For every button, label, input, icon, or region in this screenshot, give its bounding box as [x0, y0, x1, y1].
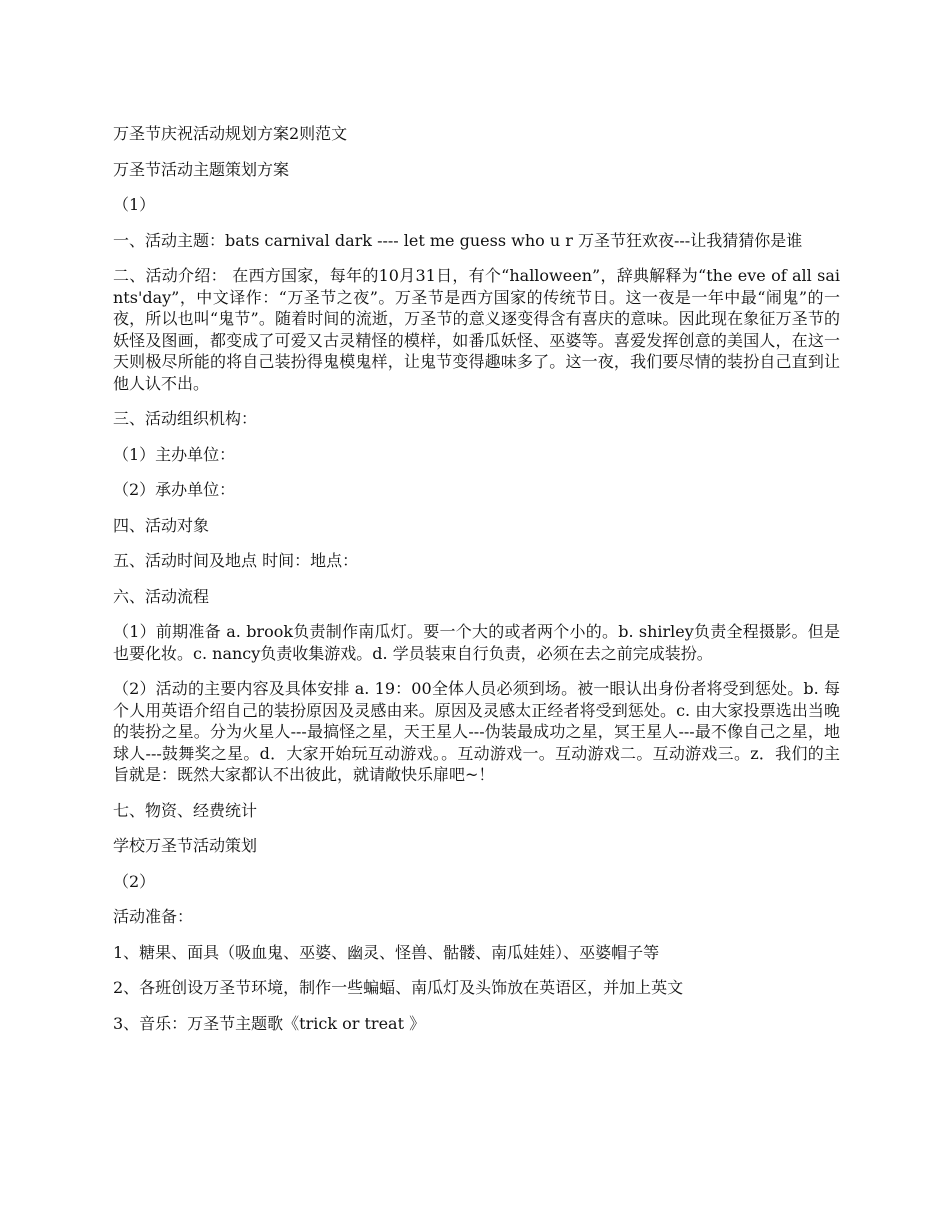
preparation-list-item: 3、音乐：万圣节主题歌《trick or treat 》 [113, 1013, 426, 1033]
document-title: 万圣节庆祝活动规划方案2则范文 [113, 124, 348, 143]
document-page [113, 123, 840, 1048]
activity-process-heading: 六、活动流程 [113, 586, 210, 606]
section-number: （1） [113, 195, 156, 214]
main-content-item: （2）活动的主要内容及具体安排 a. 19：00全体人员必须到场。被一眼认出身份者将受到惩处。b. 每个人用英语介绍自己的装扮原因及灵感由来。原因及灵感太正经者将受到惩处。c. 由大家投票选出当晚的装扮之星。分为火星人---最搞怪之星，天王星人---伪装最成功之星，冥王星人---最不像自己之星，地球人---鼓舞奖之星。d．大家开始玩互动游戏。。互动游戏一。互动游戏二。互动游戏三。z．我们的主旨就是：既然大家都认不出彼此，就请敞快乐扉吧~！ [113, 679, 840, 784]
preparation-list-item: 1、糖果、面具（吸血鬼、巫婆、幽灵、怪兽、骷髅、南瓜娃娃）、巫婆帽子等 [113, 942, 660, 962]
organizer-unit: （2）承办单位： [113, 480, 236, 499]
activity-introduction: 二、活动介绍： 在西方国家，每年的10月31日，有个“halloween”，辞典解释为“the eve of all saints'day”，中文译作：“万圣节之夜”。万圣节是西方国家的传统节日。这一夜是一年中最“闹鬼”的一夜，所以也叫“鬼节”。随着时间的流逝，万圣节的意义逐变得含有喜庆的意味。因此现在象征万圣节的妖怪及图画，都变成了可爱又古灵精怪的模样，如番瓜妖怪、巫婆等。喜爱发挥创意的美国人，在这一天则极尽所能的将自己装扮得鬼模鬼样，让鬼节变得趣味多了。这一夜，我们要尽情的装扮自己直到让他人认不出。 [113, 266, 840, 393]
section-heading: 万圣节活动主题策划方案 [113, 159, 290, 179]
school-plan-heading: 学校万圣节活动策划 [113, 836, 258, 855]
preparation-item: （1）前期准备 a. brook负责制作南瓜灯。要一个大的或者两个小的。b. shirley负责全程摄影。但是也要化妆。c. nancy负责收集游戏。d. 学员装束自行负责，必须在去之前完成装扮。 [113, 622, 840, 663]
activity-preparation-heading: 活动准备： [113, 907, 194, 926]
activity-target: 四、活动对象 [113, 515, 210, 535]
host-unit: （1）主办单位： [113, 444, 236, 464]
activity-theme: 一、活动主题：bats carnival dark ---- let me guess who u r 万圣节狂欢夜---让我猜猜你是谁 [113, 230, 803, 250]
activity-time-location: 五、活动时间及地点 时间：地点： [113, 551, 359, 570]
preparation-list-item: 2、各班创设万圣节环境，制作一些蝙蝠、南瓜灯及头饰放在英语区，并加上英文 [113, 978, 684, 997]
materials-budget-heading: 七、物资、经费统计 [113, 800, 258, 820]
organization-heading: 三、活动组织机构： [113, 409, 258, 428]
section-number: （2） [113, 871, 156, 891]
